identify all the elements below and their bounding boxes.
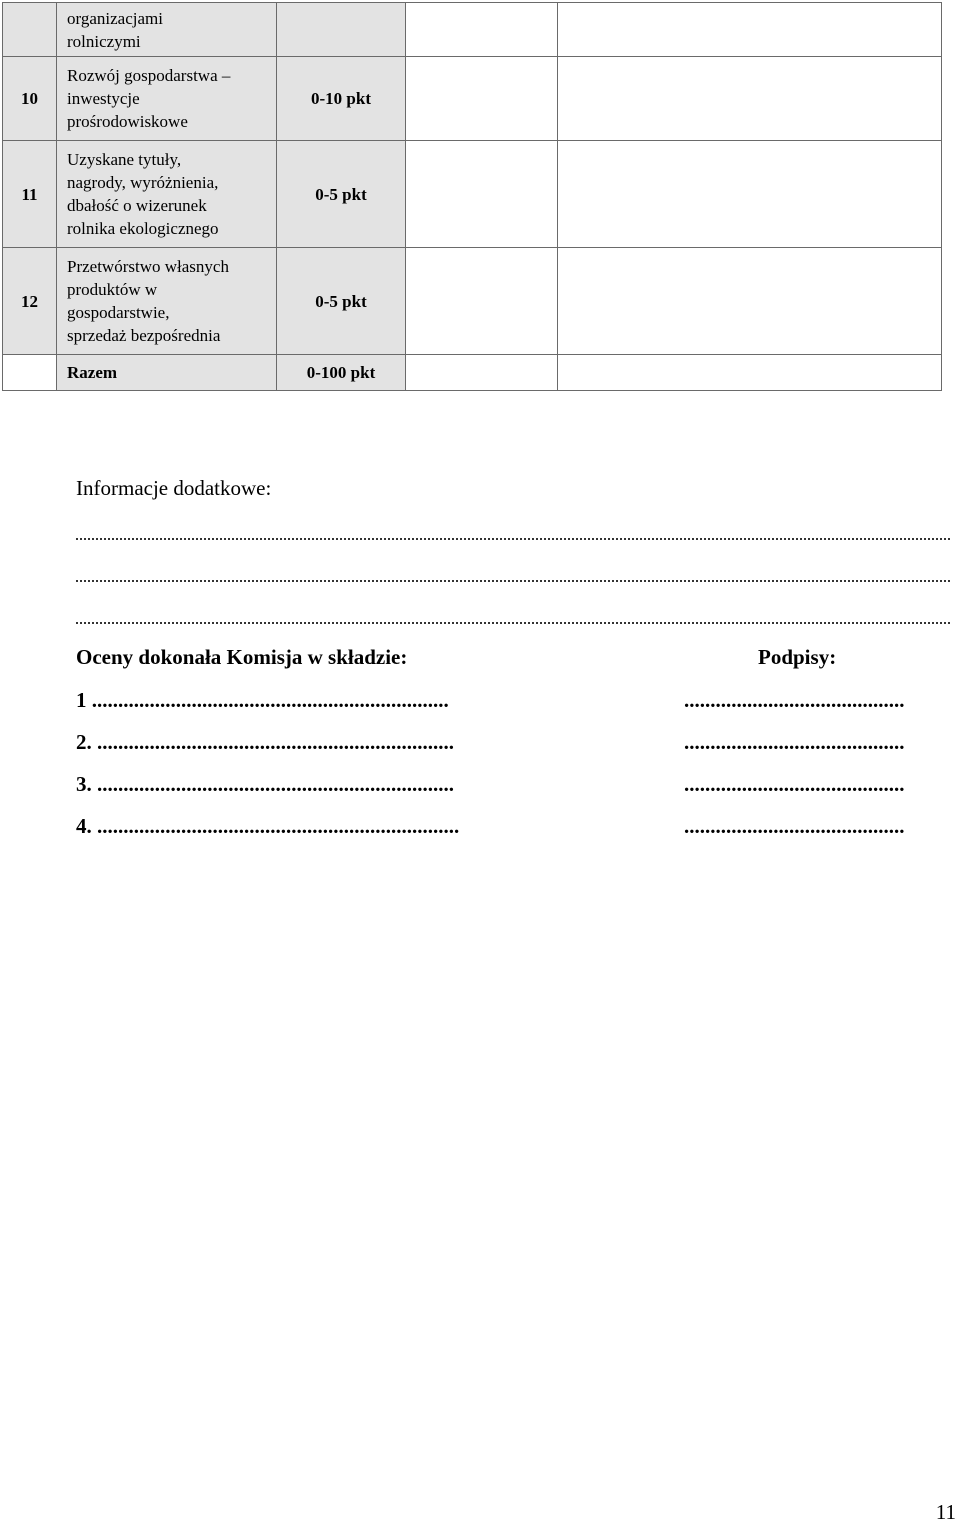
info-dotted-line: [76, 580, 950, 582]
total-label: Razem: [57, 355, 277, 391]
total-score-cell: [406, 355, 558, 391]
criterion-line: inwestycje: [67, 89, 140, 108]
criterion-line: Przetwórstwo własnych: [67, 257, 229, 276]
info-dotted-line: [76, 538, 950, 540]
score-cell: [406, 248, 558, 355]
signature-line: ..........................................: [684, 814, 905, 838]
commission-member-line: 1 ....................................................................: [76, 688, 449, 712]
criterion-line: sprzedaż bezpośrednia: [67, 326, 221, 345]
commission-member-line: 4. .....................................................................: [76, 814, 460, 838]
criterion-line: gospodarstwie,: [67, 303, 170, 322]
commission-heading: Oceny dokonała Komisja w składzie:: [76, 645, 408, 669]
notes-cell: [558, 248, 942, 355]
criterion-line: organizacjami: [67, 8, 163, 28]
score-cell: [406, 141, 558, 248]
points-cell: [277, 3, 406, 57]
row-number: 10: [3, 57, 57, 141]
criterion-cell: [57, 248, 277, 355]
signature-line: ..........................................: [684, 688, 905, 712]
row-number: 11: [3, 141, 57, 248]
total-notes-cell: [558, 355, 942, 391]
criterion-cell: [57, 57, 277, 141]
notes-cell: [558, 57, 942, 141]
criterion-cell: [57, 3, 277, 57]
commission-member-line: 3. ....................................................................: [76, 772, 454, 796]
criterion-line: rolnika ekologicznego: [67, 219, 219, 238]
points-cell: 0-5 pkt: [277, 248, 406, 355]
criterion-line: nagrody, wyróżnienia,: [67, 173, 219, 192]
notes-cell: [558, 141, 942, 248]
scoring-table: [2, 2, 942, 391]
notes-cell: [558, 3, 942, 57]
criterion-cell: [57, 141, 277, 248]
score-cell: [406, 3, 558, 57]
total-points: 0-100 pkt: [277, 355, 406, 391]
commission-member-line: 2. ....................................................................: [76, 730, 454, 754]
total-num-cell: [3, 355, 57, 391]
page-number: 11: [935, 1500, 956, 1524]
table-row: [3, 141, 942, 248]
info-dotted-line: [76, 622, 950, 624]
criterion-line: Rozwój gospodarstwa –: [67, 66, 231, 85]
criterion-line: rolniczymi: [67, 31, 141, 51]
criterion-line: Uzyskane tytuły,: [67, 150, 182, 169]
row-number: [3, 3, 57, 57]
table-row: [3, 57, 942, 141]
criterion-line: prośrodowiskowe: [67, 112, 188, 131]
row-number: 12: [3, 248, 57, 355]
table-row: [3, 248, 942, 355]
points-cell: 0-5 pkt: [277, 141, 406, 248]
table-row: [3, 3, 942, 57]
signature-line: ..........................................: [684, 730, 905, 754]
points-cell: 0-10 pkt: [277, 57, 406, 141]
additional-info-title: Informacje dodatkowe:: [76, 476, 272, 500]
score-cell: [406, 57, 558, 141]
signature-line: ..........................................: [684, 772, 905, 796]
criterion-line: produktów w: [67, 280, 158, 299]
signatures-heading: Podpisy:: [758, 645, 837, 669]
total-row: [3, 355, 942, 391]
criterion-line: dbałość o wizerunek: [67, 196, 207, 215]
